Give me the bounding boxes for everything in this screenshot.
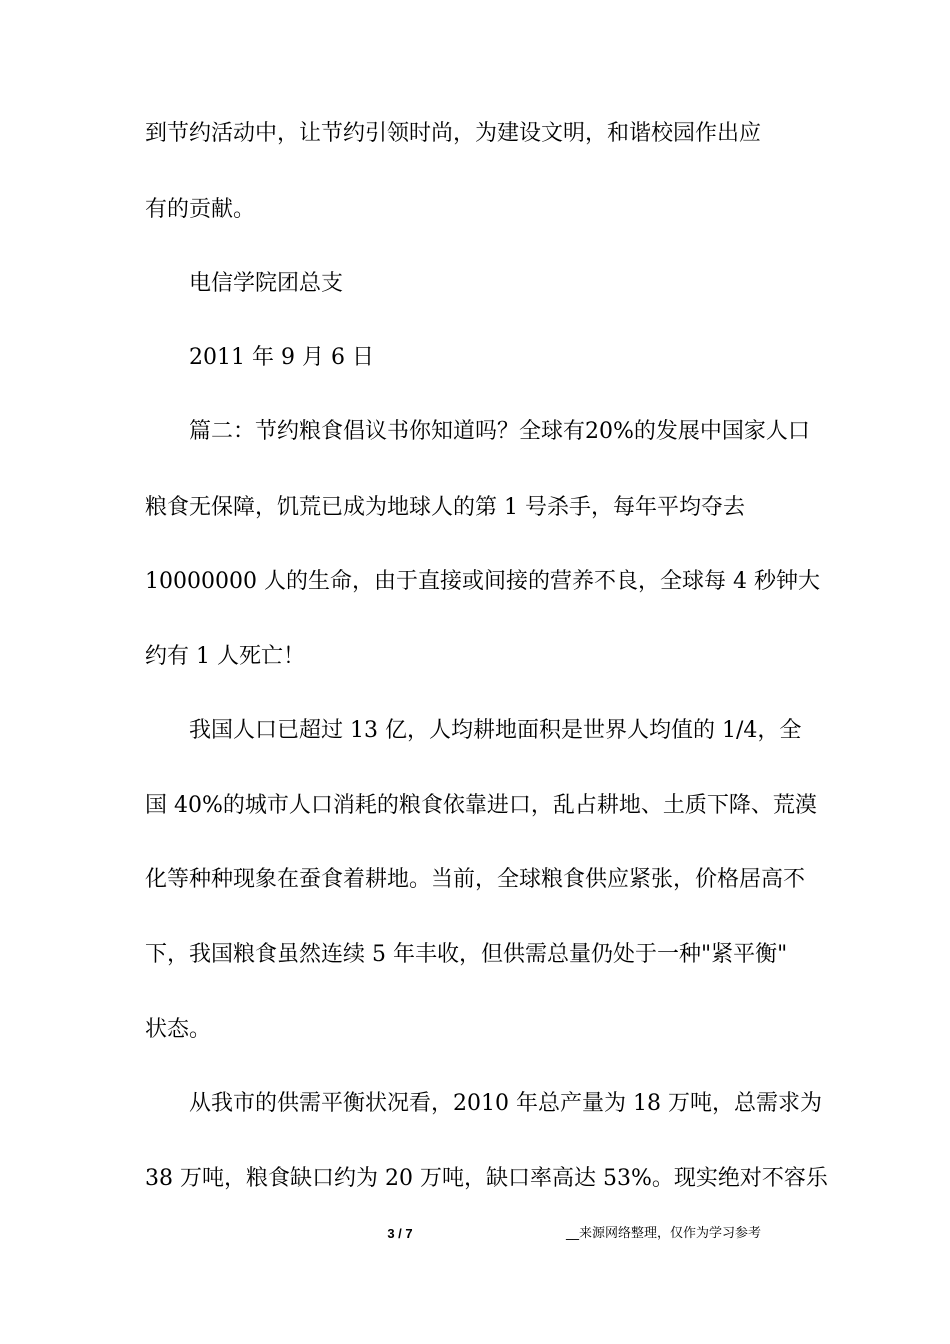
text-line: 化等种种现象在蚕食着耕地。当前，全球粮食供应紧张，价格居高不: [145, 867, 806, 892]
text-line: 粮食无保障，饥荒已成为地球人的第 1 号杀手，每年平均夺去: [145, 495, 745, 520]
text-line: 10000000 人的生命，由于直接或间接的营养不良，全球每 4 秒钟大: [145, 569, 820, 594]
source-note: __来源网络整理，仅作为学习参考: [566, 1226, 762, 1241]
text-line: 约有 1 人死亡！: [145, 644, 305, 669]
text-line: 篇二：节约粮食倡议书你知道吗？全球有20%的发展中国家人口: [189, 419, 810, 444]
text-line: 状态。: [145, 1017, 212, 1042]
text-line: 国 40%的城市人口消耗的粮食依靠进口，乱占耕地、土质下降、荒漠: [145, 793, 817, 818]
text-line: 2011 年 9 月 6 日: [189, 345, 374, 370]
page-number: 3 / 7: [387, 1226, 413, 1241]
text-line: 下，我国粮食虽然连续 5 年丰收，但供需总量仍处于一种"紧平衡": [145, 942, 788, 967]
text-line: 电信学院团总支: [189, 271, 344, 296]
text-line: 到节约活动中，让节约引领时尚，为建设文明，和谐校园作出应: [145, 121, 762, 146]
text-line: 从我市的供需平衡状况看，2010 年总产量为 18 万吨，总需求为: [189, 1091, 822, 1116]
text-line: 有的贡献。: [145, 197, 256, 222]
text-line: 38 万吨，粮食缺口约为 20 万吨，缺口率高达 53%。现实绝对不容乐: [145, 1166, 828, 1191]
text-line: 我国人口已超过 13 亿，人均耕地面积是世界人均值的 1/4，全: [189, 718, 802, 743]
